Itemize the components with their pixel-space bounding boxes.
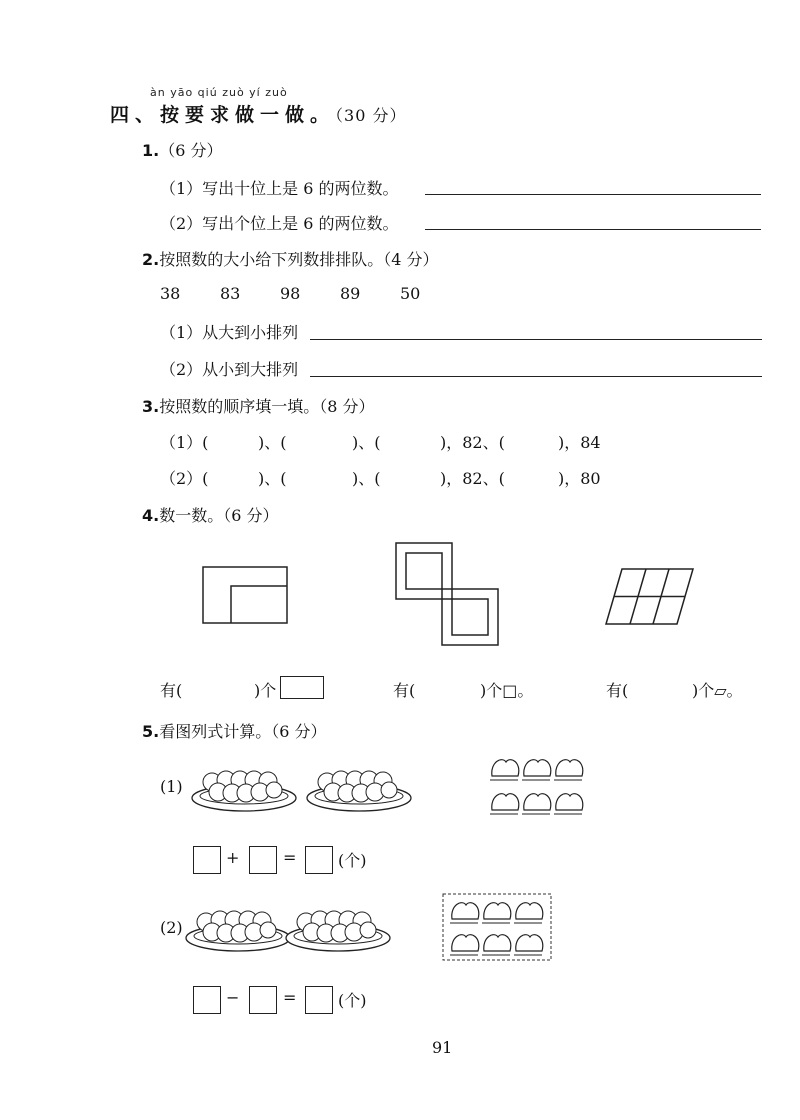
unit-label: (个) xyxy=(338,851,367,870)
q4-answer-1 xyxy=(160,678,276,701)
q4-answer-suffix: )个▱。 xyxy=(692,681,743,700)
q1-item-2: （2）写出个位上是 6 的两位数。 xyxy=(160,214,399,233)
parallelogram-grid-figure xyxy=(604,568,704,628)
square-inner-1 xyxy=(406,553,442,589)
answer-box[interactable] xyxy=(193,846,221,874)
q3-number: 3. xyxy=(142,397,160,416)
q4-answer-prefix: 有( xyxy=(393,681,416,700)
q2-header xyxy=(142,247,439,270)
square-chain-figure xyxy=(395,542,505,652)
equals-sign: = xyxy=(283,988,297,1007)
minus-sign: − xyxy=(226,988,240,1007)
q5-text: 看图列式计算。（6 分） xyxy=(159,722,327,741)
q4-answer-2 xyxy=(393,678,533,701)
q2-number-item: 83 xyxy=(220,284,241,303)
q2-number-item: 50 xyxy=(400,284,421,303)
answer-box[interactable] xyxy=(249,846,277,874)
q3-row-2 xyxy=(160,466,601,489)
q2-number-list xyxy=(160,284,460,303)
q4-answer-prefix: 有( xyxy=(160,681,183,700)
q3-blank-sep: )、( xyxy=(352,469,381,488)
unit-label: (个) xyxy=(338,991,367,1010)
q3-end: )，80 xyxy=(558,469,601,488)
dashed-peach-group-icon xyxy=(442,893,554,963)
q3-end: )，84 xyxy=(558,433,601,452)
peach-group-icon xyxy=(488,752,588,822)
q3-row-label: （2）( xyxy=(160,469,209,488)
q2-item-2: （2）从小到大排列 xyxy=(160,360,299,379)
q1-score: （6 分） xyxy=(159,141,223,160)
equals-sign: = xyxy=(283,848,297,867)
q4-answer-3 xyxy=(606,678,743,701)
q3-text: 按照数的顺序填一填。（8 分） xyxy=(159,397,375,416)
peach-plate-icon xyxy=(192,768,302,818)
q3-blank-sep: )、( xyxy=(352,433,381,452)
q2-number-item: 38 xyxy=(160,284,181,303)
q2-text: 按照数的大小给下列数排排队。（4 分） xyxy=(159,250,439,269)
page-number: 91 xyxy=(432,1038,453,1057)
peach-plate-icon xyxy=(286,908,396,958)
square-outer-1 xyxy=(396,543,452,599)
section-title xyxy=(110,100,406,127)
q5-header xyxy=(142,719,327,742)
q4-header xyxy=(142,503,279,526)
answer-box[interactable] xyxy=(193,986,221,1014)
inner-rectangle-lines xyxy=(231,586,287,623)
title-pinyin: àn yāo qiú zuò yí zuò xyxy=(150,86,288,99)
q1-number: 1. xyxy=(142,141,160,160)
peach-plate-icon xyxy=(186,908,296,958)
q1-header xyxy=(142,138,223,161)
q1-answer-line-2[interactable] xyxy=(425,229,761,230)
q5-part-2-label: (2) xyxy=(160,918,183,937)
q2-item-1: （1）从大到小排列 xyxy=(160,323,299,342)
q3-given: )，82、( xyxy=(440,433,505,452)
section-score: （30 分） xyxy=(335,106,407,125)
q3-row-label: （1）( xyxy=(160,433,209,452)
q1-answer-line-1[interactable] xyxy=(425,194,761,195)
rectangle-figure xyxy=(202,566,292,626)
q1-item-1: （1）写出十位上是 6 的两位数。 xyxy=(160,179,399,198)
q4-answer-suffix: )个□。 xyxy=(480,681,534,700)
q3-blank-sep: )、( xyxy=(258,433,287,452)
q2-number-item: 98 xyxy=(280,284,301,303)
q3-blank-sep: )、( xyxy=(258,469,287,488)
q4-text: 数一数。（6 分） xyxy=(159,506,279,525)
q2-number: 2. xyxy=(142,250,160,269)
q4-number: 4. xyxy=(142,506,160,525)
answer-box[interactable] xyxy=(305,846,333,874)
q3-given: )，82、( xyxy=(440,469,505,488)
section-title-text: 四、按要求做一做。 xyxy=(110,104,336,126)
q5-number: 5. xyxy=(142,722,160,741)
q5-part-1-label: (1) xyxy=(160,777,183,796)
answer-box[interactable] xyxy=(305,986,333,1014)
q4-answer-prefix: 有( xyxy=(606,681,629,700)
q4-answer-suffix: )个 xyxy=(254,681,277,700)
q2-answer-line-1[interactable] xyxy=(310,339,762,340)
q2-answer-line-2[interactable] xyxy=(310,376,762,377)
rectangle-symbol xyxy=(280,676,324,699)
square-outer-2 xyxy=(442,589,498,645)
peach-plate-icon xyxy=(307,768,417,818)
q2-number-item: 89 xyxy=(340,284,361,303)
square-inner-2 xyxy=(452,599,488,635)
q3-header xyxy=(142,394,375,417)
q3-row-1 xyxy=(160,430,601,453)
plus-sign: + xyxy=(226,848,240,867)
outer-rectangle xyxy=(203,567,287,623)
answer-box[interactable] xyxy=(249,986,277,1014)
